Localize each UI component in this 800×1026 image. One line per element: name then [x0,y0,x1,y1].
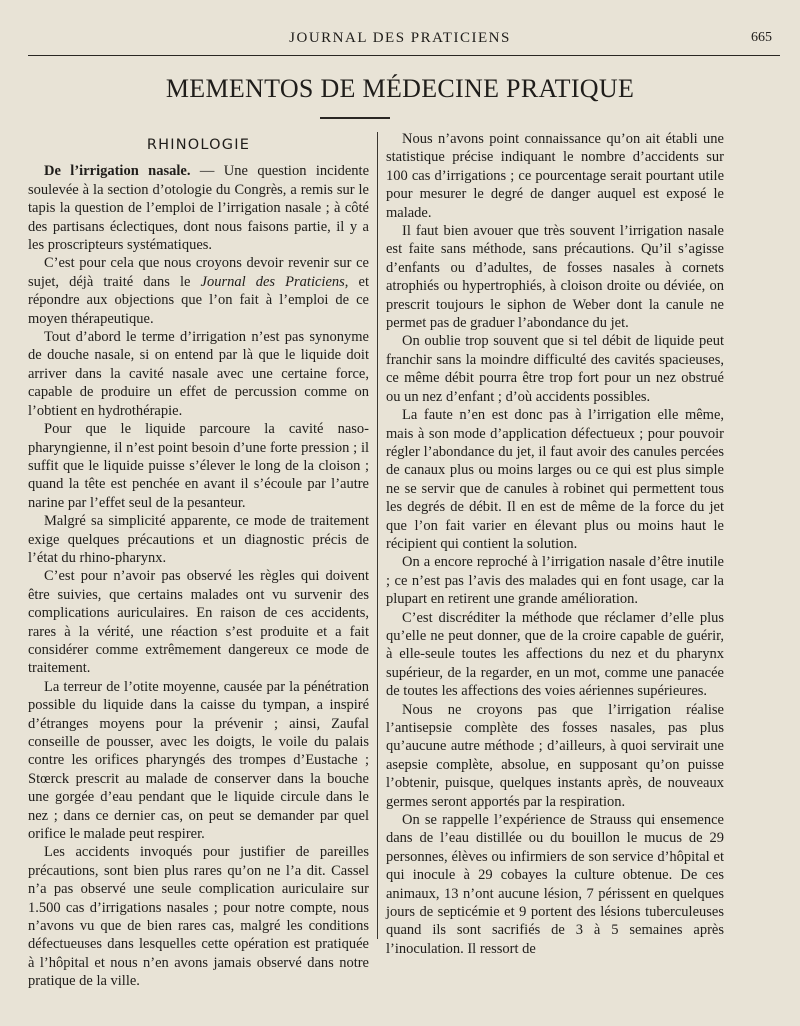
paragraph [28,254,369,328]
paragraph: C’est discréditer la méthode que réclamer d’elle plus qu’elle ne peut donner, que de la croire capable de guérir, à elle-seule toutes les affections du nez et du pharynx supérieur, de la regarder, en un mot, comme une panacée de toutes les affections des voies aériennes supérieures. [386,609,724,700]
paragraph-text: — Une question incidente soulevée à la section d’otologie du Congrès, a remis sur le tapis la question de l’emploi de l’irrigation nasale ; à côté des partisans éclectiques, dont nous faisons partie, il y a les proscripteurs systématiques. [28,163,369,254]
paragraph: On se rappelle l’expérience de Strauss qui ensemence dans de l’eau distillée ou du bouillon le mucus de 29 personnes, élèves ou infirmiers de son service d’hôpital et qui inocule à 29 cobayes la culture obtenue. De ces animaux, 13 n’ont aucune lésion, 7 périssent en quelques jours de septicémie et 9 portent des lésions tuberculeuses quand ils sont sacrifiés de 3 à 5 semaines après l’inoculation. Il ressort de [386,812,724,957]
paragraph: La terreur de l’otite moyenne, causée par la pénétration possible du liquide dans la caisse du tympan, a inspiré d’étranges moyens pour la prévenir ; ainsi, Zaufal conseille de pousser, avec les doigts, le voile du palais contre les orifices pharyngés des trompes d’Eustache ; Stœrck prescrit au malade de conserver dans la bouche une gorgée d’eau pendant que le liquide circule dans le nez ; dans ce dernier cas, on peut se demander par quel orifice le malade peut respirer. [28,678,369,843]
paragraph: Pour que le liquide parcoure la cavité naso-pharyngienne, il n’est point besoin d’une forte pression ; il suffit que le liquide puisse s’élever le long de la cloison ; quand la tête est penchée en avant il s’écoule par l’autre narine par l’effet seul de la pesanteur. [28,421,369,511]
paragraph: Il faut bien avouer que très souvent l’irrigation nasale est faite sans méthode, sans précautions. Qu’il s’agisse d’enfants ou d’adultes, de fosses nasales à cornets atrophiés ou hypertrophiés, à cloison droite ou déviée, on prescrit toujours le siphon de Weber dont la canule ne permet pas de graduer l’abondance du jet. [386,223,724,332]
paragraph: Nous n’avons point connaissance qu’on ait établi une statistique précise indiquant le nombre d’accidents sur 100 cas d’irrigations ; ce pourcentage serait pourtant utile pour mesurer le degré de danger auquel est exposé le malade. [386,131,724,221]
journal-name: Journal des Praticiens [200,273,345,290]
column-divider [377,132,378,939]
title-rule [320,117,390,119]
paragraph: Tout d’abord le terme d’irrigation n’est pas synonyme de douche nasale, si on entend par là que le liquide doit arriver dans la cavité nasale avec une certaine force, capable de produire un effet de percussion comme on l’obtient en hydrothérapie. [28,329,369,419]
paragraph: Nous ne croyons pas que l’irrigation réalise l’antisepsie complète des fosses nasales, pas plus qu’aucune autre méthode ; d’ailleurs, à quoi servirait une asepsie complète, absolue, en supposant qu’on puisse l’obtenir, puisque, quelques instants après, de nouveaux germes seront apportés par la respiration. [386,701,724,810]
paragraph-text: C’est pour cela que nous croyons devoir revenir sur ce sujet, déjà traité dans le [28,255,369,290]
paragraph-lead: De l’irrigation nasale. [44,163,191,180]
paragraph: Les accidents invoqués pour justifier de pareilles précautions, sont bien plus rares qu’on ne l’a dit. Cassel n’a pas observé une seule complication auriculaire sur 1.500 cas d’irrigations nasales ; pour notre compte, nous n’avons vu que de bien rares cas, malgré les conditions défectueuses dans lesquelles cette opération est pratiquée à l’hôpital et nous n’en avons jamais observé dans notre pratique de la ville. [28,844,369,990]
page-title: MEMENTOS DE MÉDECINE PRATIQUE [165,74,635,103]
paragraph [28,162,369,254]
page-number: 665 [751,30,772,45]
paragraph-text: , et répondre aux objections que l’on fait à l’emploi de ce moyen thérapeutique. [28,273,369,327]
paragraph: C’est pour n’avoir pas observé les règles qui doivent être suivies, que certains malades ont vu survenir des complications auriculaires. En raison de ces accidents, rares à la vérité, une réaction s’est produite et a fait considérer comme extrêmement dangereux ce mode de traitement. [28,568,369,677]
right-column [386,130,724,958]
running-title: JOURNAL DES PRATICIENS [289,30,511,46]
section-title: RHINOLOGIE [146,137,251,153]
paragraph: On a encore reproché à l’irrigation nasale d’être inutile ; ce n’est pas l’avis des malades qui en font usage, car la plupart en retirent une grande amélioration. [386,554,724,608]
header-rule [28,55,780,56]
paragraph: Malgré sa simplicité apparente, ce mode de traitement exige quelques précautions et un diagnostic précis de l’état du rhino-pharynx. [28,513,369,566]
left-column [28,128,369,991]
paragraph: On oublie trop souvent que si tel débit de liquide peut franchir sans la moindre difficulté des cavités spacieuses, ce même débit pourra être trop fort pour un nez obstrué ou un nez d’enfant ; d’où accidents possibles. [386,333,724,405]
paragraph: La faute n’en est donc pas à l’irrigation elle même, mais à son mode d’application défectueux ; pour pouvoir régler l’abondance du jet, il faut avoir des canules percées de canaux plus ou moins larges ou ce qui est plus simple ne se servir que de canules à robinet qui permettent tous les degrés de débit. Il en est de même de la force du jet que l’on fait varier en élevant plus ou moins haut le récipient qui contient la solution. [386,407,724,552]
